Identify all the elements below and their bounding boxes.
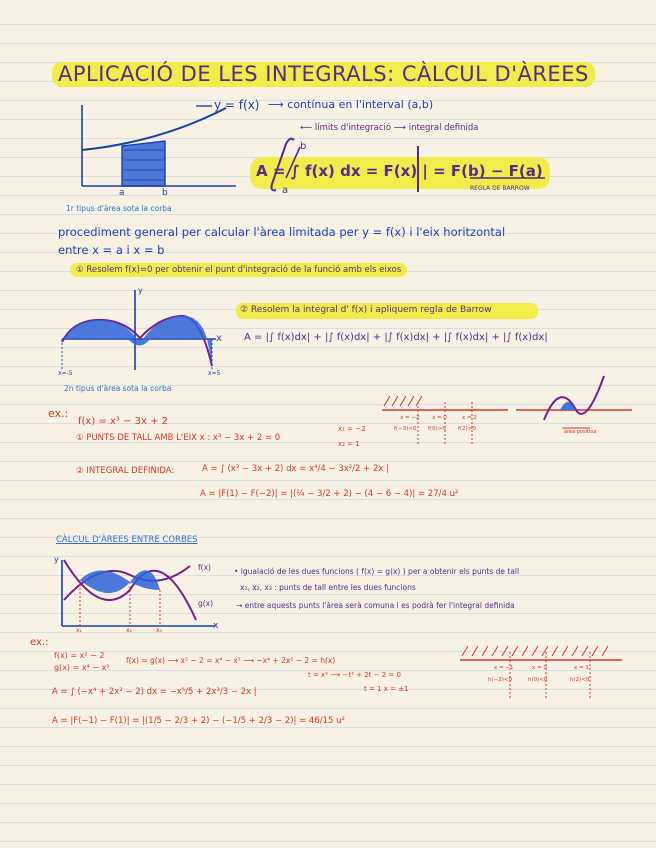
sign-1-v1: f(−3)<0 (394, 426, 417, 432)
mark-x3: x₃ (156, 627, 162, 634)
sign-2-x3: x = 1 (574, 665, 589, 671)
formula-upper-limit: b (300, 141, 307, 152)
caption-1: 1r tipus d'àrea sota la corba (66, 204, 172, 213)
f-label: f(x) (198, 563, 211, 572)
definite-integral-label: integral definida (408, 123, 479, 133)
caption-2: 2n tipus d'àrea sota la corba (64, 384, 172, 393)
area-sum-formula: A = |∫ f(x)dx| + |∫ f(x)dx| + |∫ f(x)dx| + |∫ f(x)dx| + |∫ f(x)dx| (244, 332, 548, 343)
bullet-2: x₁, x₂, x₃ : punts de tall entre les dues funcions (240, 583, 416, 592)
bullet-3: → entre aquests punts l'àrea serà comuna i es podrà fer l'integral definida (236, 601, 515, 610)
between-y-axis: y (54, 555, 59, 564)
curve-arrow-text: ⟶ contínua en l'interval (a,b) (268, 98, 434, 111)
sign-2-x2: x = 0 (532, 665, 547, 671)
sign-1-x3: x = 2 (462, 415, 477, 421)
root-2: x₂ = 1 (338, 440, 360, 448)
intro-graph (82, 105, 236, 186)
example-1-integral: A = ∫ (x³ − 3x + 2) dx = x⁴/4 − 3x²/2 + 2x | (202, 464, 389, 474)
barrow-rule-label: REGLA DE BARROW (470, 185, 530, 192)
example-1-step-1: ① PUNTS DE TALL AMB L'EIX x : x³ − 3x + 2 = 0 (76, 433, 281, 443)
general-step-2: ② Resolem la integral d' f(x) i apliquem regla de Barrow (240, 305, 492, 315)
general-x-axis: x (216, 333, 222, 344)
curve-label: y = f(x) (214, 98, 260, 112)
sign-1-v3: f(2)>0 (458, 426, 476, 432)
sign-2-v3: h(2)<0 (570, 677, 590, 683)
general-line-1: procediment general per calcular l'àrea limitada per y = f(x) i l'eix horitzontal (58, 225, 506, 239)
sign-2-v1: h(−2)<0 (488, 677, 512, 683)
between-x-axis: x (213, 621, 219, 631)
general-graph (62, 290, 216, 370)
between-title: CÀLCUL D'ÀREES ENTRE CORBES (56, 535, 198, 545)
continuity-text: contínua en l'interval (a,b) (287, 98, 434, 111)
general-line-2: entre x = a i x = b (58, 243, 165, 257)
example-1-label: ex.: (48, 407, 69, 420)
sign-1-x1: x = −2 (400, 415, 420, 421)
example-2-equation: f(x) = g(x) ⟶ x² − 2 = x⁴ − x² ⟶ −x⁴ + 2x² − 2 = h(x) (126, 656, 336, 665)
area-formula: A = ∫ f(x) dx = F(x) | = F(b) − F(a) (256, 162, 543, 180)
sign-chart-2 (460, 646, 622, 700)
page-title: APLICACIÓ DE LES INTEGRALS: CÀLCUL D'ÀREES (52, 62, 595, 87)
example-1-step-2: ② INTEGRAL DEFINIDA: (76, 466, 175, 476)
sign-1-x2: x = 0 (432, 415, 447, 421)
between-graph (62, 560, 215, 626)
sign-1-v2: f(0)>0 (428, 426, 446, 432)
area-positiva-label: àrea positiva (564, 429, 597, 435)
example-1-result: A = |F(1) − F(−2)| = |(¼ − 3/2 + 2) − (4 − 6 − 4)| = 27/4 u² (200, 489, 459, 499)
mark-x1: x₁ (76, 627, 82, 634)
example-2-substitution: t = x² ⟶ −t² + 2t − 2 = 0 (308, 671, 401, 679)
f-definition: f(x) = x² − 2 (54, 651, 105, 660)
example-2-result: A = |F(−1) − F(1)| = |(1/5 − 2/3 + 2) − (−1/5 + 2/3 − 2)| = 46/15 u² (52, 716, 345, 726)
general-step-1 (70, 266, 407, 275)
mark-x2: x₂ (126, 627, 132, 634)
example-2-integral: A = ∫ (−x⁴ + 2x² − 2) dx = −x⁵/5 + 2x³/3 − 2x | (52, 687, 257, 697)
formula-lower-limit: a (282, 185, 289, 196)
right-mark: x=5 (208, 370, 221, 377)
axis-b-label: b (162, 188, 168, 198)
root-1: x₁ = −2 (338, 425, 366, 433)
limits-text: ⟵ límits d'integració ⟶ integral definida (300, 123, 479, 133)
example-2-solutions: t = 1 x = ±1 (364, 685, 409, 693)
bullet-1: • igualació de les dues funcions ( f(x) = g(x) ) per a obtenir els punts de tall (234, 567, 520, 576)
g-label: g(x) (198, 599, 214, 608)
left-mark: x=-5 (58, 370, 73, 377)
axis-a-label: a (119, 188, 125, 198)
general-y-axis: y (138, 286, 143, 295)
g-definition: g(x) = x⁴ − x² (54, 663, 110, 672)
example-1-function: f(x) = x³ − 3x + 2 (78, 416, 169, 427)
sign-2-v2: h(0)<0 (528, 677, 548, 683)
step-1-text: ① Resolem f(x)=0 per obtenir el punt d'integració de la funció amb els eixos (70, 263, 407, 277)
sign-2-x1: x = −1 (494, 665, 514, 671)
limits-label: límits d'integració (314, 123, 392, 133)
example-2-label: ex.: (30, 637, 49, 648)
